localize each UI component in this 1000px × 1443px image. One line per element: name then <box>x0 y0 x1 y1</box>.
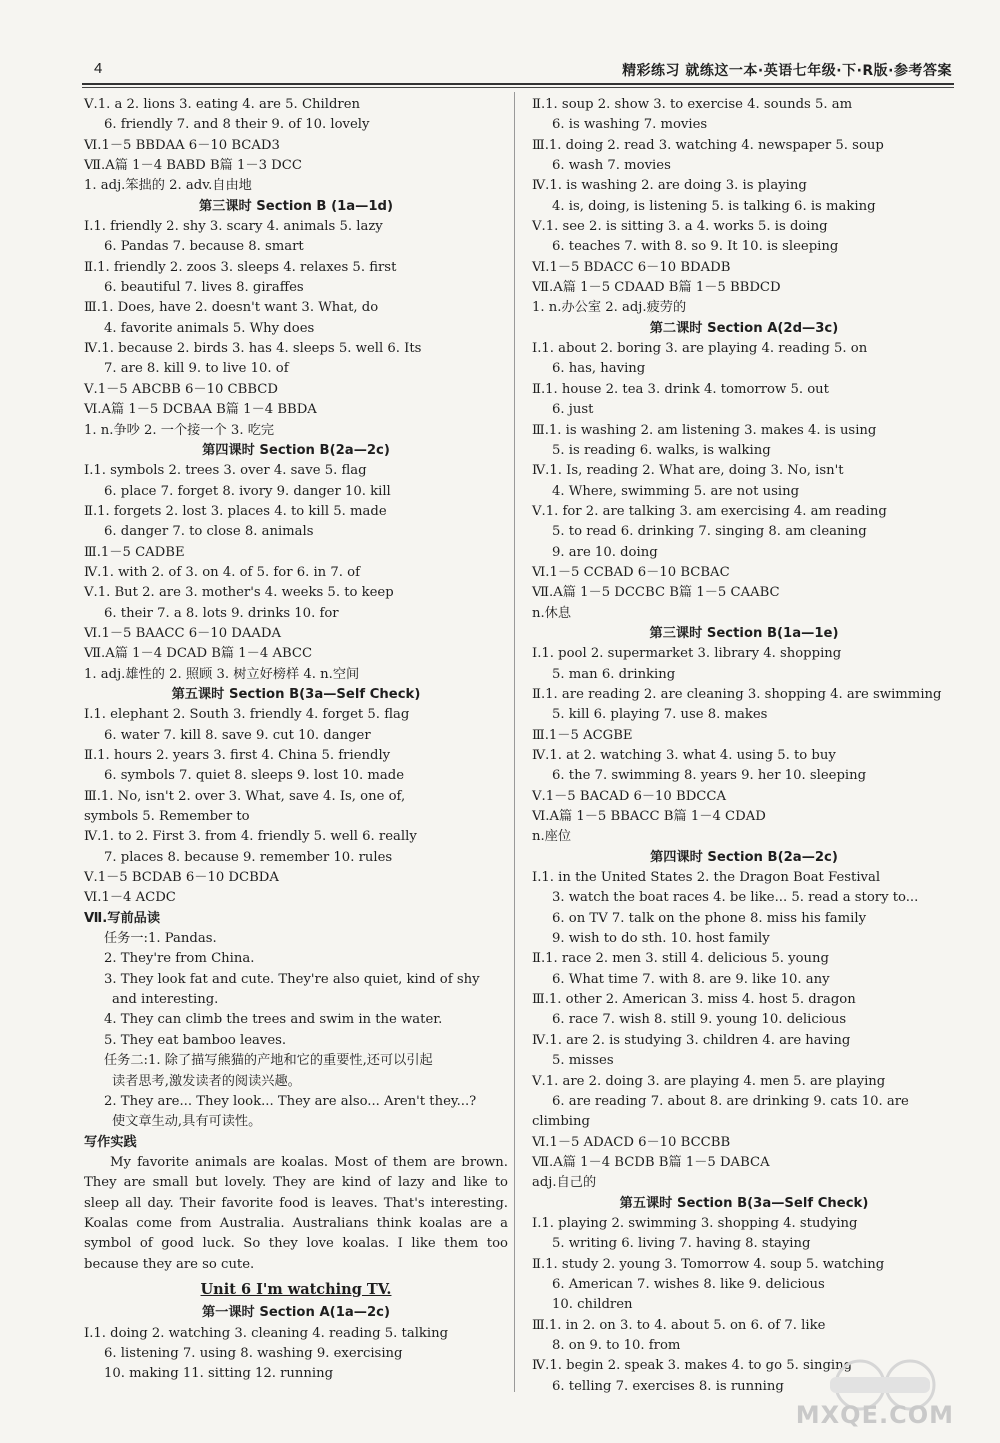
answer-line: Ⅰ.1. symbols 2. trees 3. over 4. save 5. flag <box>84 463 367 479</box>
answer-line: climbing <box>532 1114 590 1130</box>
answer-line: 5. to read 6. drinking 7. singing 8. am cleaning <box>552 524 867 540</box>
answer-line: Ⅲ.1－5 CADBE <box>84 544 185 560</box>
answer-line: 5. writing 6. living 7. having 8. staying <box>552 1236 811 1252</box>
answer-line: Ⅵ.A篇 1－5 BBACC B篇 1－4 CDAD <box>532 809 766 825</box>
answer-line: Ⅵ.1－5 CCBAD 6－10 BCBAC <box>532 564 730 580</box>
page-header <box>82 58 954 84</box>
answer-line: Ⅴ.1－5 ABCBB 6－10 CBBCD <box>84 381 278 397</box>
answer-line: Ⅲ.1－5 ACGBE <box>532 727 633 743</box>
answer-line: 7. are 8. kill 9. to live 10. of <box>104 361 289 377</box>
section-heading: 第四课时 Section B(2a—2c) <box>202 442 390 458</box>
answer-line: 5. They eat bamboo leaves. <box>104 1032 287 1048</box>
answer-line: Ⅶ.A篇 1－5 DCCBC B篇 1－5 CAABC <box>532 585 780 601</box>
answer-line: Ⅳ.1. with 2. of 3. on 4. of 5. for 6. in 7. of <box>84 564 360 580</box>
header-rule-thin <box>82 87 954 88</box>
answer-line: 6. beautiful 7. lives 8. giraffes <box>104 280 304 296</box>
column-divider <box>514 92 515 1392</box>
answer-line: Ⅶ.A篇 1－5 CDAAD B篇 1－5 BBDCD <box>532 280 781 296</box>
answer-line: 7. places 8. because 9. remember 10. rules <box>104 849 393 865</box>
answer-line: 10. children <box>552 1297 633 1313</box>
writing-sample-paragraph: My favorite animals are koalas. Most of them are brown. They are small but lovely. They are kind of lazy and like to sleep all day. Their favorite food is leaves. That's interesting. Koalas come from Australia. Australians think koalas are a symbol of good luck. So they love koalas. I like them too because they are so cute. <box>84 1154 508 1272</box>
answer-line: Ⅵ.1－5 ADACD 6－10 BCCBB <box>532 1134 731 1150</box>
section-heading: 第一课时 Section A(1a—2c) <box>202 1305 390 1321</box>
answer-line: 6. race 7. wish 8. still 9. young 10. delicious <box>552 1012 847 1028</box>
answer-line: 6. wash 7. movies <box>552 158 671 174</box>
answer-line: 写作实践 <box>84 1134 137 1150</box>
answer-line: Ⅴ.1. for 2. are talking 3. am exercising 4. am reading <box>532 503 887 519</box>
answer-line: 6. What time 7. with 8. are 9. like 10. any <box>552 971 830 987</box>
answer-line: Ⅴ.1. But 2. are 3. mother's 4. weeks 5. to keep <box>84 585 394 601</box>
answer-line: 5. kill 6. playing 7. use 8. makes <box>552 707 768 723</box>
answer-line: Ⅵ.A篇 1－5 DCBAA B篇 1－4 BBDA <box>84 402 317 418</box>
answer-line: Ⅳ.1. because 2. birds 3. has 4. sleeps 5. well 6. Its <box>84 341 422 357</box>
answer-line: 3. They look fat and cute. They're also quiet, kind of shy <box>104 971 480 987</box>
answer-line: Ⅰ.1. pool 2. supermarket 3. library 4. shopping <box>532 646 842 662</box>
answer-line: Ⅰ.1. friendly 2. shy 3. scary 4. animals 5. lazy <box>84 219 383 235</box>
answer-line: Ⅳ.1. is washing 2. are doing 3. is playing <box>532 178 807 194</box>
section-heading: 第二课时 Section A(2d—3c) <box>649 320 839 336</box>
answer-line: 任务二:1. 除了描写熊猫的产地和它的重要性,还可以引起 <box>104 1053 433 1069</box>
answer-line: 6. their 7. a 8. lots 9. drinks 10. for <box>104 605 339 621</box>
answer-line: 2. They are... They look... They are also... Aren't they...? <box>104 1093 477 1109</box>
answer-line: Ⅴ.1－5 BACAD 6－10 BDCCA <box>532 788 726 804</box>
answer-line: Ⅵ.1－5 BBDAA 6－10 BCAD3 <box>84 137 280 153</box>
answer-line: Ⅰ.1. elephant 2. South 3. friendly 4. forget 5. flag <box>84 707 410 723</box>
answer-line: Ⅲ.1. Does, have 2. doesn't want 3. What, do <box>84 300 379 316</box>
answer-line: Ⅳ.1. are 2. is studying 3. children 4. are having <box>532 1032 851 1048</box>
answer-line: 6. teaches 7. with 8. so 9. It 10. is sleeping <box>552 239 839 255</box>
answer-line: adj.自己的 <box>532 1175 597 1191</box>
section-heading: 第四课时 Section B(2a—2c) <box>650 849 838 865</box>
answer-line: 读者思考,激发读者的阅读兴趣。 <box>112 1073 301 1089</box>
answer-line: Ⅱ.1. race 2. men 3. still 4. delicious 5. young <box>532 951 829 967</box>
answer-line: 1. n.争吵 2. 一个接一个 3. 吃完 <box>84 422 275 438</box>
answer-line: 9. wish to do sth. 10. host family <box>552 931 770 947</box>
answer-line: Ⅴ.1－5 BCDAB 6－10 DCBDA <box>84 870 279 886</box>
watermark-text: MXQE.COM <box>795 1401 954 1429</box>
answer-line: 9. are 10. doing <box>552 544 658 560</box>
answer-line: Ⅵ.1－5 BAACC 6－10 DAADA <box>84 625 281 641</box>
answer-line: 4. Where, swimming 5. are not using <box>552 483 800 499</box>
answer-line: Ⅳ.1. Is, reading 2. What are, doing 3. No, isn't <box>532 463 844 479</box>
answer-line: Ⅴ.1. a 2. lions 3. eating 4. are 5. Children <box>84 97 361 112</box>
answer-line: 1. n.办公室 2. adj.疲劳的 <box>532 300 687 316</box>
right-column <box>532 95 956 1397</box>
left-answer-list <box>84 95 508 1153</box>
answer-line: Ⅲ.1. is washing 2. am listening 3. makes 4. is using <box>532 422 877 438</box>
left-tail-list <box>84 1303 508 1384</box>
answer-line: Ⅲ.1. in 2. on 3. to 4. about 5. on 6. of 7. like <box>532 1317 826 1333</box>
answer-line: 3. watch the boat races 4. be like... 5. read a story to... <box>552 890 919 906</box>
answer-line: 6. just <box>552 402 594 418</box>
answer-line: Ⅵ.1－5 BDACC 6－10 BDADB <box>532 259 731 275</box>
answer-line: 使文章生动,具有可读性。 <box>112 1114 262 1130</box>
answer-line: Ⅳ.1. begin 2. speak 3. makes 4. to go 5. singing <box>532 1358 853 1374</box>
answer-line: Ⅱ.1. study 2. young 3. Tomorrow 4. soup 5. watching <box>532 1256 885 1272</box>
section-heading: 第三课时 Section B (1a—1d) <box>198 198 394 214</box>
answer-line: Ⅴ.1. see 2. is sitting 3. a 4. works 5. is doing <box>532 219 828 235</box>
book-title: 精彩练习 就练这一本·英语七年级·下·R版·参考答案 <box>622 63 952 79</box>
answer-line: 6. are reading 7. about 8. are drinking 9. cats 10. are <box>552 1093 909 1109</box>
answer-line: Ⅰ.1. about 2. boring 3. are playing 4. reading 5. on <box>532 341 868 357</box>
answer-line: 任务一:1. Pandas. <box>104 931 217 947</box>
answer-line: Ⅱ.1. friendly 2. zoos 3. sleeps 4. relaxes 5. first <box>84 259 397 275</box>
answer-line: Ⅲ.1. doing 2. read 3. watching 4. newspaper 5. soup <box>532 137 884 153</box>
page-number: 4 <box>94 60 103 77</box>
answer-line: 5. is reading 6. walks, is walking <box>552 442 771 458</box>
answer-line: 8. on 9. to 10. from <box>552 1337 681 1353</box>
answer-line: n.座位 <box>532 829 572 845</box>
answer-line: 6. American 7. wishes 8. like 9. delicious <box>552 1276 825 1292</box>
answer-line: Ⅶ.A篇 1－4 DCAD B篇 1－4 ABCC <box>84 646 313 662</box>
answer-line: Ⅰ.1. playing 2. swimming 3. shopping 4. studying <box>532 1215 858 1231</box>
answer-line: Ⅴ.1. are 2. doing 3. are playing 4. men 5. are playing <box>532 1073 886 1089</box>
answer-line: 6. symbols 7. quiet 8. sleeps 9. lost 10. made <box>104 768 405 784</box>
section-heading: 第五课时 Section B(3a—Self Check) <box>619 1195 869 1211</box>
answer-line: 4. is, doing, is listening 5. is talking 6. is making <box>552 198 876 214</box>
answer-line: Ⅳ.1. at 2. watching 3. what 4. using 5. to buy <box>532 748 836 763</box>
answer-line: 6. water 7. kill 8. save 9. cut 10. danger <box>104 727 371 743</box>
answer-line: 5. man 6. drinking <box>552 666 676 682</box>
answer-line: 6. friendly 7. and 8 their 9. of 10. lovely <box>104 117 370 133</box>
answer-line: Ⅲ.1. No, isn't 2. over 3. What, save 4. Is, one of, <box>84 788 406 804</box>
answer-line: and interesting. <box>112 992 219 1008</box>
answer-line: Ⅰ.1. in the United States 2. the Dragon Boat Festival <box>532 870 881 886</box>
answer-line: Ⅱ.1. forgets 2. lost 3. places 4. to kill 5. made <box>84 503 387 519</box>
answer-line: 6. listening 7. using 8. washing 9. exercising <box>104 1345 403 1361</box>
header-rule <box>82 83 954 85</box>
answer-line: Ⅵ.1－4 ACDC <box>84 890 176 906</box>
answer-line: Ⅶ.写前品读 <box>84 910 161 926</box>
section-heading: 第三课时 Section B(1a—1e) <box>649 625 839 641</box>
answer-line: 6. has, having <box>552 361 646 377</box>
answer-line: 4. favorite animals 5. Why does <box>104 320 315 336</box>
answer-line: 2. They're from China. <box>104 951 255 967</box>
answer-line: Ⅱ.1. are reading 2. are cleaning 3. shopping 4. are swimming <box>532 686 942 702</box>
answer-line: 1. adj.笨拙的 2. adv.自由地 <box>84 178 252 194</box>
watermark-logo <box>790 1357 960 1429</box>
answer-line: 6. the 7. swimming 8. years 9. her 10. sleeping <box>552 768 867 784</box>
answer-line: 6. telling 7. exercises 8. is running <box>552 1378 784 1394</box>
answer-line: 6. is washing 7. movies <box>552 117 708 133</box>
answer-line: 4. They can climb the trees and swim in the water. <box>104 1012 443 1028</box>
answer-line: 6. place 7. forget 8. ivory 9. danger 10. kill <box>104 483 391 499</box>
answer-line: Ⅶ.A篇 1－4 BCDB B篇 1－5 DABCA <box>532 1154 770 1170</box>
answer-line: Ⅰ.1. doing 2. watching 3. cleaning 4. reading 5. talking <box>84 1325 449 1341</box>
answer-line: Ⅱ.1. hours 2. years 3. first 4. China 5. friendly <box>84 748 391 763</box>
answer-line: 5. misses <box>552 1053 614 1069</box>
answer-line: symbols 5. Remember to <box>84 809 250 825</box>
right-answer-list <box>532 95 956 1397</box>
section-heading: 第五课时 Section B(3a—Self Check) <box>171 686 421 702</box>
answer-line: 1. adj.雄性的 2. 照顾 3. 树立好榜样 4. n.空间 <box>84 666 360 682</box>
answer-line: 6. on TV 7. talk on the phone 8. miss his family <box>552 910 867 926</box>
left-column <box>84 95 508 1385</box>
answer-line: Ⅶ.A篇 1－4 BABD B篇 1－3 DCC <box>84 158 302 174</box>
answer-line: Ⅳ.1. to 2. First 3. from 4. friendly 5. well 6. really <box>84 829 417 845</box>
answer-line: Ⅱ.1. soup 2. show 3. to exercise 4. sounds 5. am <box>532 97 853 112</box>
answer-line: n.休息 <box>532 605 572 621</box>
answer-line: 6. danger 7. to close 8. animals <box>104 524 314 540</box>
answer-line: 6. Pandas 7. because 8. smart <box>104 239 304 255</box>
answer-line: Ⅲ.1. other 2. American 3. miss 4. host 5. dragon <box>532 992 856 1008</box>
answer-line: 10. making 11. sitting 12. running <box>104 1366 334 1382</box>
unit-title: Unit 6 I'm watching TV. <box>200 1280 392 1298</box>
answer-line: Ⅱ.1. house 2. tea 3. drink 4. tomorrow 5. out <box>532 381 829 397</box>
